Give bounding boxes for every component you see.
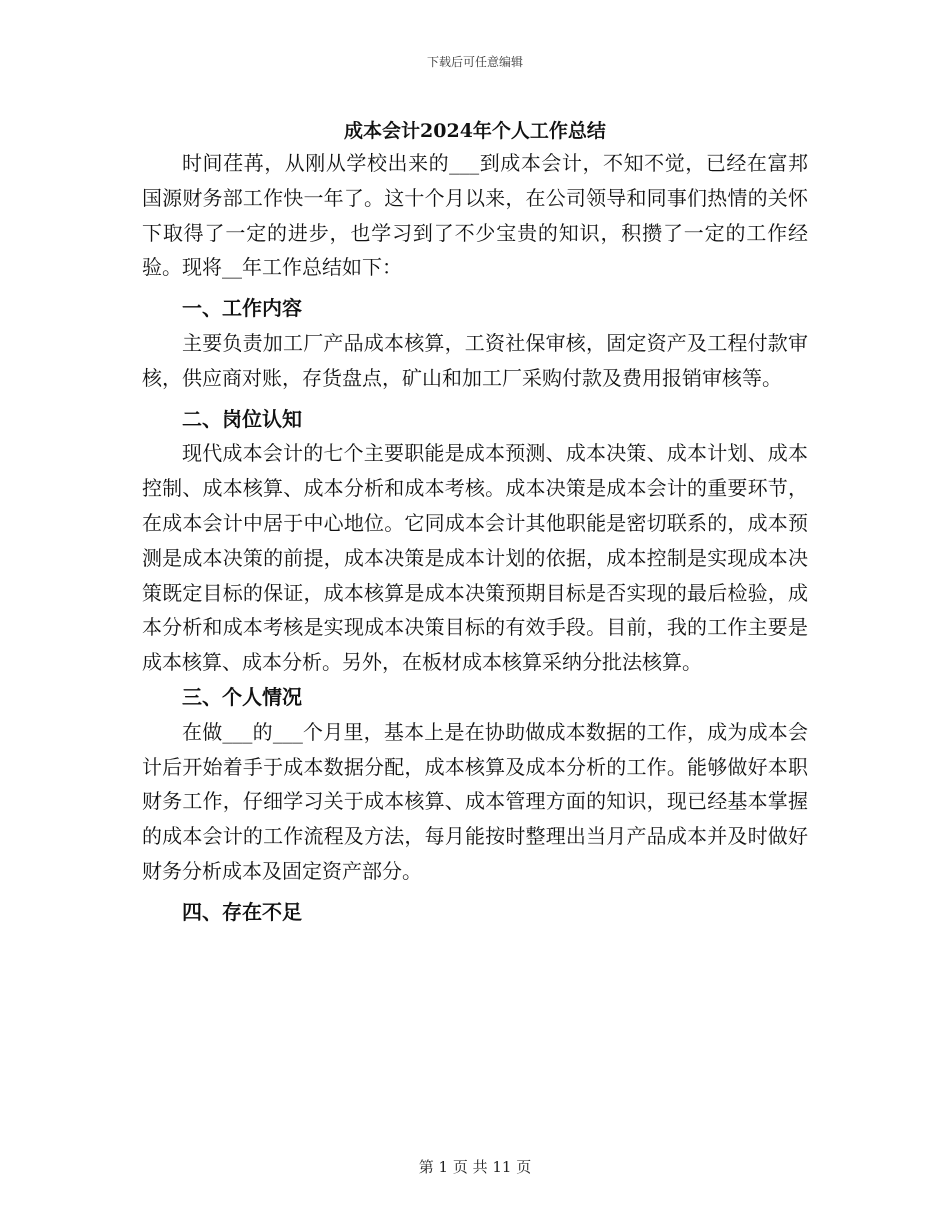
section-heading-position: 二、岗位认知 xyxy=(182,406,302,431)
paragraph-personal: 在做___的___个月里，基本上是在协助做成本数据的工作，成为成本会计后开始着手于成本数据分配，成本核算及成本分析的工作。能够做好本职财务工作，仔细学习关于成本核算、成本管理方面的知识，现已经基本掌握的成本会计的工作流程及方法，每月能按时整理出当月产品成本并及时做好财务分析成本及固定资产部分。 xyxy=(142,719,808,883)
section-heading-shortcomings: 四、存在不足 xyxy=(182,899,302,924)
page-footer: 第 1 页 共 11 页 xyxy=(418,1158,532,1176)
paragraph-intro: 时间荏苒，从刚从学校出来的___到成本会计，不知不觉，已经在富邦国源财务部工作快一年了。这十个月以来，在公司领导和同事们热情的关怀下取得了一定的进步，也学习到了不少宝贵的知识，积攒了一定的工作经验。现将__年工作总结如下： xyxy=(142,151,808,280)
section-heading-work-content: 一、工作内容 xyxy=(182,296,302,321)
paragraph-work-content: 主要负责加工厂产品成本核算，工资社保审核，固定资产及工程付款审核，供应商对账，存货盘点，矿山和加工厂采购付款及费用报销审核等。 xyxy=(142,330,808,390)
document-body xyxy=(142,146,808,930)
paragraph-position: 现代成本会计的七个主要职能是成本预测、成本决策、成本计划、成本控制、成本核算、成本分析和成本考核。成本决策是成本会计的重要环节，在成本会计中居于中心地位。它同成本会计其他职能是密切联系的，成本预测是成本决策的前提，成本决策是成本计划的依据，成本控制是实现成本决策既定目标的保证，成本核算是成本决策预期目标是否实现的最后检验，成本分析和成本考核是实现成本决策目标的有效手段。目前，我的工作主要是成本核算、成本分析。另外，在板材成本核算采纳分批法核算。 xyxy=(142,441,808,675)
document-title: 成本会计2024年个人工作总结 xyxy=(344,120,606,142)
page-header: 下载后可任意编辑 xyxy=(426,55,523,69)
section-heading-personal: 三、个人情况 xyxy=(182,684,302,709)
